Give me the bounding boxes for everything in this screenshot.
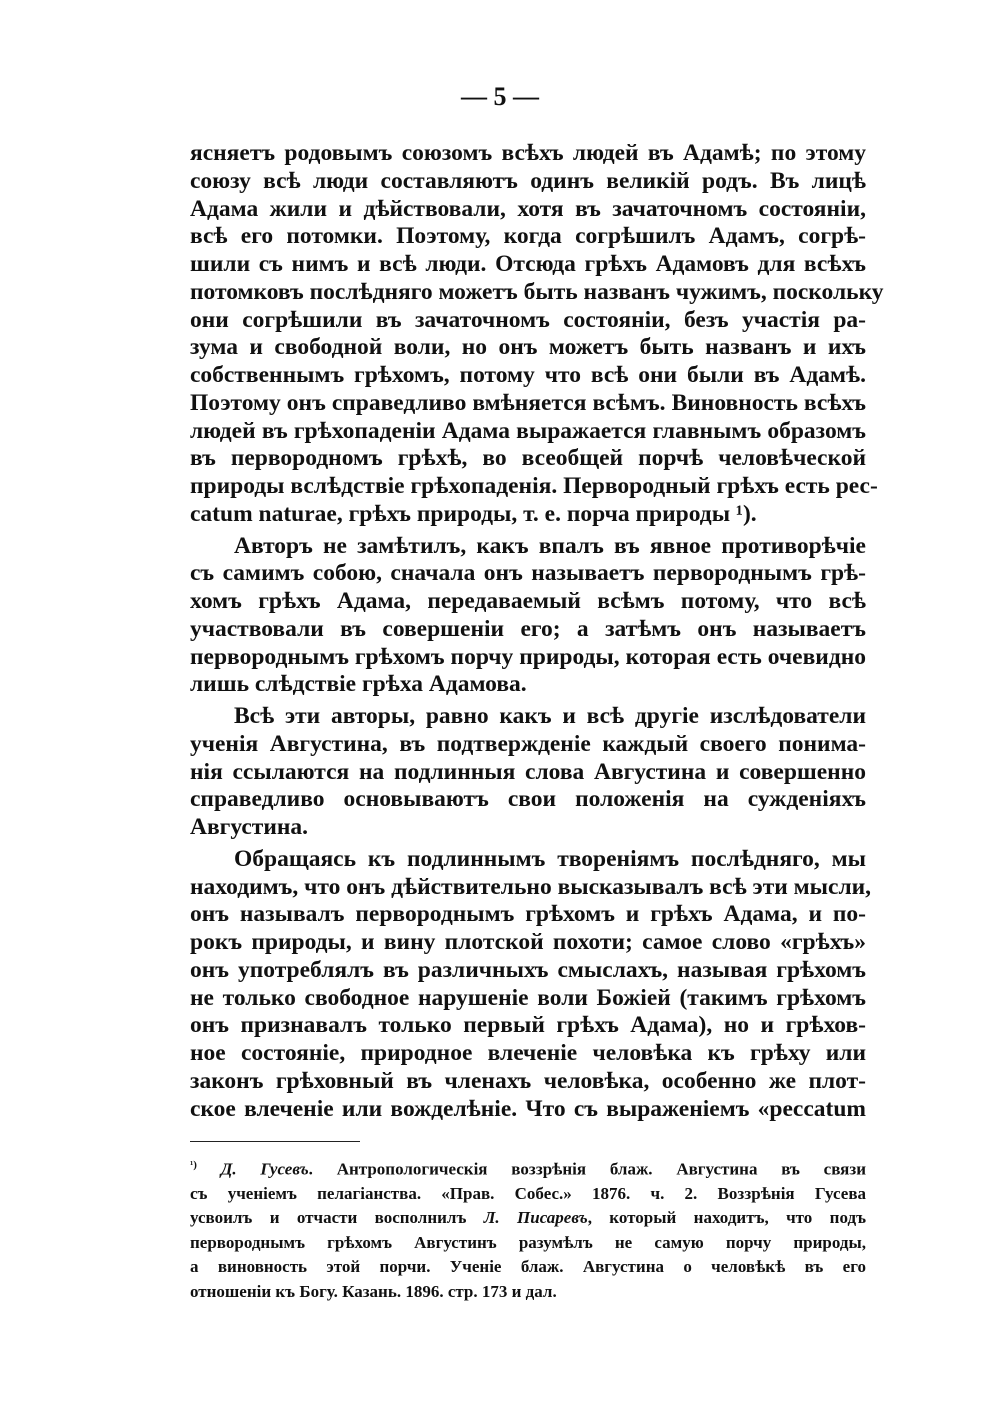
text-line: участвовали въ совершеніи его; а затѣмъ онъ называетъ [190, 615, 866, 642]
text-line: хомъ грѣхъ Адама, передаваемый всѣмъ потому, что всѣ [190, 588, 866, 614]
text-line: съ самимъ собою, сначала онъ называетъ первороднымъ грѣ- [190, 560, 866, 587]
text-line: Всѣ эти авторы, равно какъ и всѣ другіе изслѣдователи [234, 703, 866, 729]
text-line: всѣ его потомки. Поэтому, когда согрѣшилъ Адамъ, согрѣ- [190, 223, 866, 250]
text-line: союзу всѣ люди составляютъ одинъ великій родъ. Въ лицѣ [190, 167, 866, 194]
text-line: собственнымъ грѣхомъ, потому что всѣ они были въ Адамѣ. [190, 362, 866, 388]
text-line: не только свободное нарушеніе воли Божіей (такимъ грѣхомъ [190, 984, 866, 1011]
footnote-author: Л. Писаревъ [483, 1208, 588, 1228]
text-line: законъ грѣховный въ членахъ человѣка, особенно же плот- [190, 1067, 866, 1094]
paragraph-3 [190, 703, 866, 842]
text-line: онъ употреблялъ въ различныхъ смыслахъ, называя грѣхомъ [190, 956, 866, 983]
text-line: людей въ грѣхопаденіи Адама выражается главнымъ образомъ [190, 417, 866, 444]
text-line: catum naturae, грѣхъ природы, т. е. порча природы ¹). [190, 500, 757, 527]
text-line: Обращаясь къ подлиннымъ твореніямъ послѣдняго, мы [234, 845, 866, 872]
footnote-divider [190, 1141, 360, 1142]
paragraph-2 [190, 533, 866, 700]
text-line: рокъ природы, и вину плотской похоти; самое слово «грѣхъ» [190, 929, 866, 955]
footnote-author: Д. Гусевъ [220, 1159, 309, 1179]
text-line: природы вслѣдствіе грѣхопаденія. Первородный грѣхъ есть рес- [190, 473, 878, 499]
footnote-line: а виновность этой порчи. Ученіе блаж. Августина о человѣкѣ въ его [190, 1257, 866, 1277]
footnote-text: . Антропологическія воззрѣнія блаж. Августина въ связи [308, 1159, 867, 1179]
footnote-line [190, 1206, 866, 1230]
footnote [190, 1153, 866, 1304]
paragraph-1 [190, 140, 884, 529]
text-line: ное состояніе, природное влеченіе человѣка къ грѣху или [190, 1040, 866, 1066]
text-line: нія ссылаются на подлинныя слова Августина и совершенно [190, 758, 866, 785]
footnote-marker: ¹) [190, 1159, 197, 1171]
text-line: ясняетъ родовымъ союзомъ всѣхъ людей въ Адамѣ; по этому [190, 140, 866, 166]
text-line: потомковъ послѣдняго можетъ быть названъ чужимъ, поскольку [190, 278, 884, 305]
footnote-line [190, 1153, 866, 1182]
text-line: онъ называлъ первороднымъ грѣхомъ и грѣхъ Адама, и по- [190, 901, 866, 928]
text-line: Поэтому онъ справедливо вмѣняется всѣмъ. Виновность всѣхъ [190, 389, 866, 416]
text-line: ученія Августина, въ подтвержденіе каждый своего понима- [190, 730, 866, 757]
text-line: Августина. [190, 814, 309, 840]
text-line: ское влеченіе или вожделѣніе. Что съ выраженіемъ «peccatum [190, 1095, 866, 1122]
paragraph-4 [190, 845, 872, 1124]
text-line: находимъ, что онъ дѣйствительно высказывалъ всѣ эти мысли, [190, 873, 872, 900]
text-line: онъ признавалъ только первый грѣхъ Адама), но и грѣхов- [190, 1012, 866, 1039]
text-line: справедливо основываютъ свои положенія на сужденіяхъ [190, 786, 866, 813]
footnote-text: усвоилъ и отчасти восполнилъ [190, 1208, 484, 1228]
text-line: въ первородномъ грѣхѣ, во всеобщей порчѣ человѣческой [190, 445, 866, 472]
footnote-text: , который находитъ, что подъ [587, 1208, 866, 1228]
text-line: первороднымъ грѣхомъ порчу природы, которая есть очевидно [190, 643, 866, 670]
text-line: Авторъ не замѣтилъ, какъ впалъ въ явное противорѣчіе [234, 532, 866, 559]
footnote-line: съ ученіемъ пелагіанства. «Прав. Собес.» 1876. ч. 2. Воззрѣнія Гусева [190, 1184, 866, 1204]
text-line: Адама жили и дѣйствовали, хотя въ зачаточномъ состояніи, [190, 195, 866, 222]
text-line: зума и свободной воли, но онъ можетъ быть названъ и ихъ [190, 334, 866, 361]
text-line: они согрѣшили въ зачаточномъ состояніи, безъ участія ра- [190, 306, 866, 333]
main-text [190, 140, 884, 1123]
footnote-line: первороднымъ грѣхомъ Августинъ разумѣлъ не самую порчу природы, [190, 1232, 866, 1252]
text-line: шили съ нимъ и всѣ люди. Отсюда грѣхъ Адамовъ для всѣхъ [190, 251, 866, 277]
footnote-line: отношеніи къ Богу. Казань. 1896. стр. 173 и дал. [190, 1281, 557, 1301]
text-line: лишь слѣдствіе грѣха Адамова. [190, 671, 527, 698]
page-number: — 5 — [461, 82, 539, 111]
